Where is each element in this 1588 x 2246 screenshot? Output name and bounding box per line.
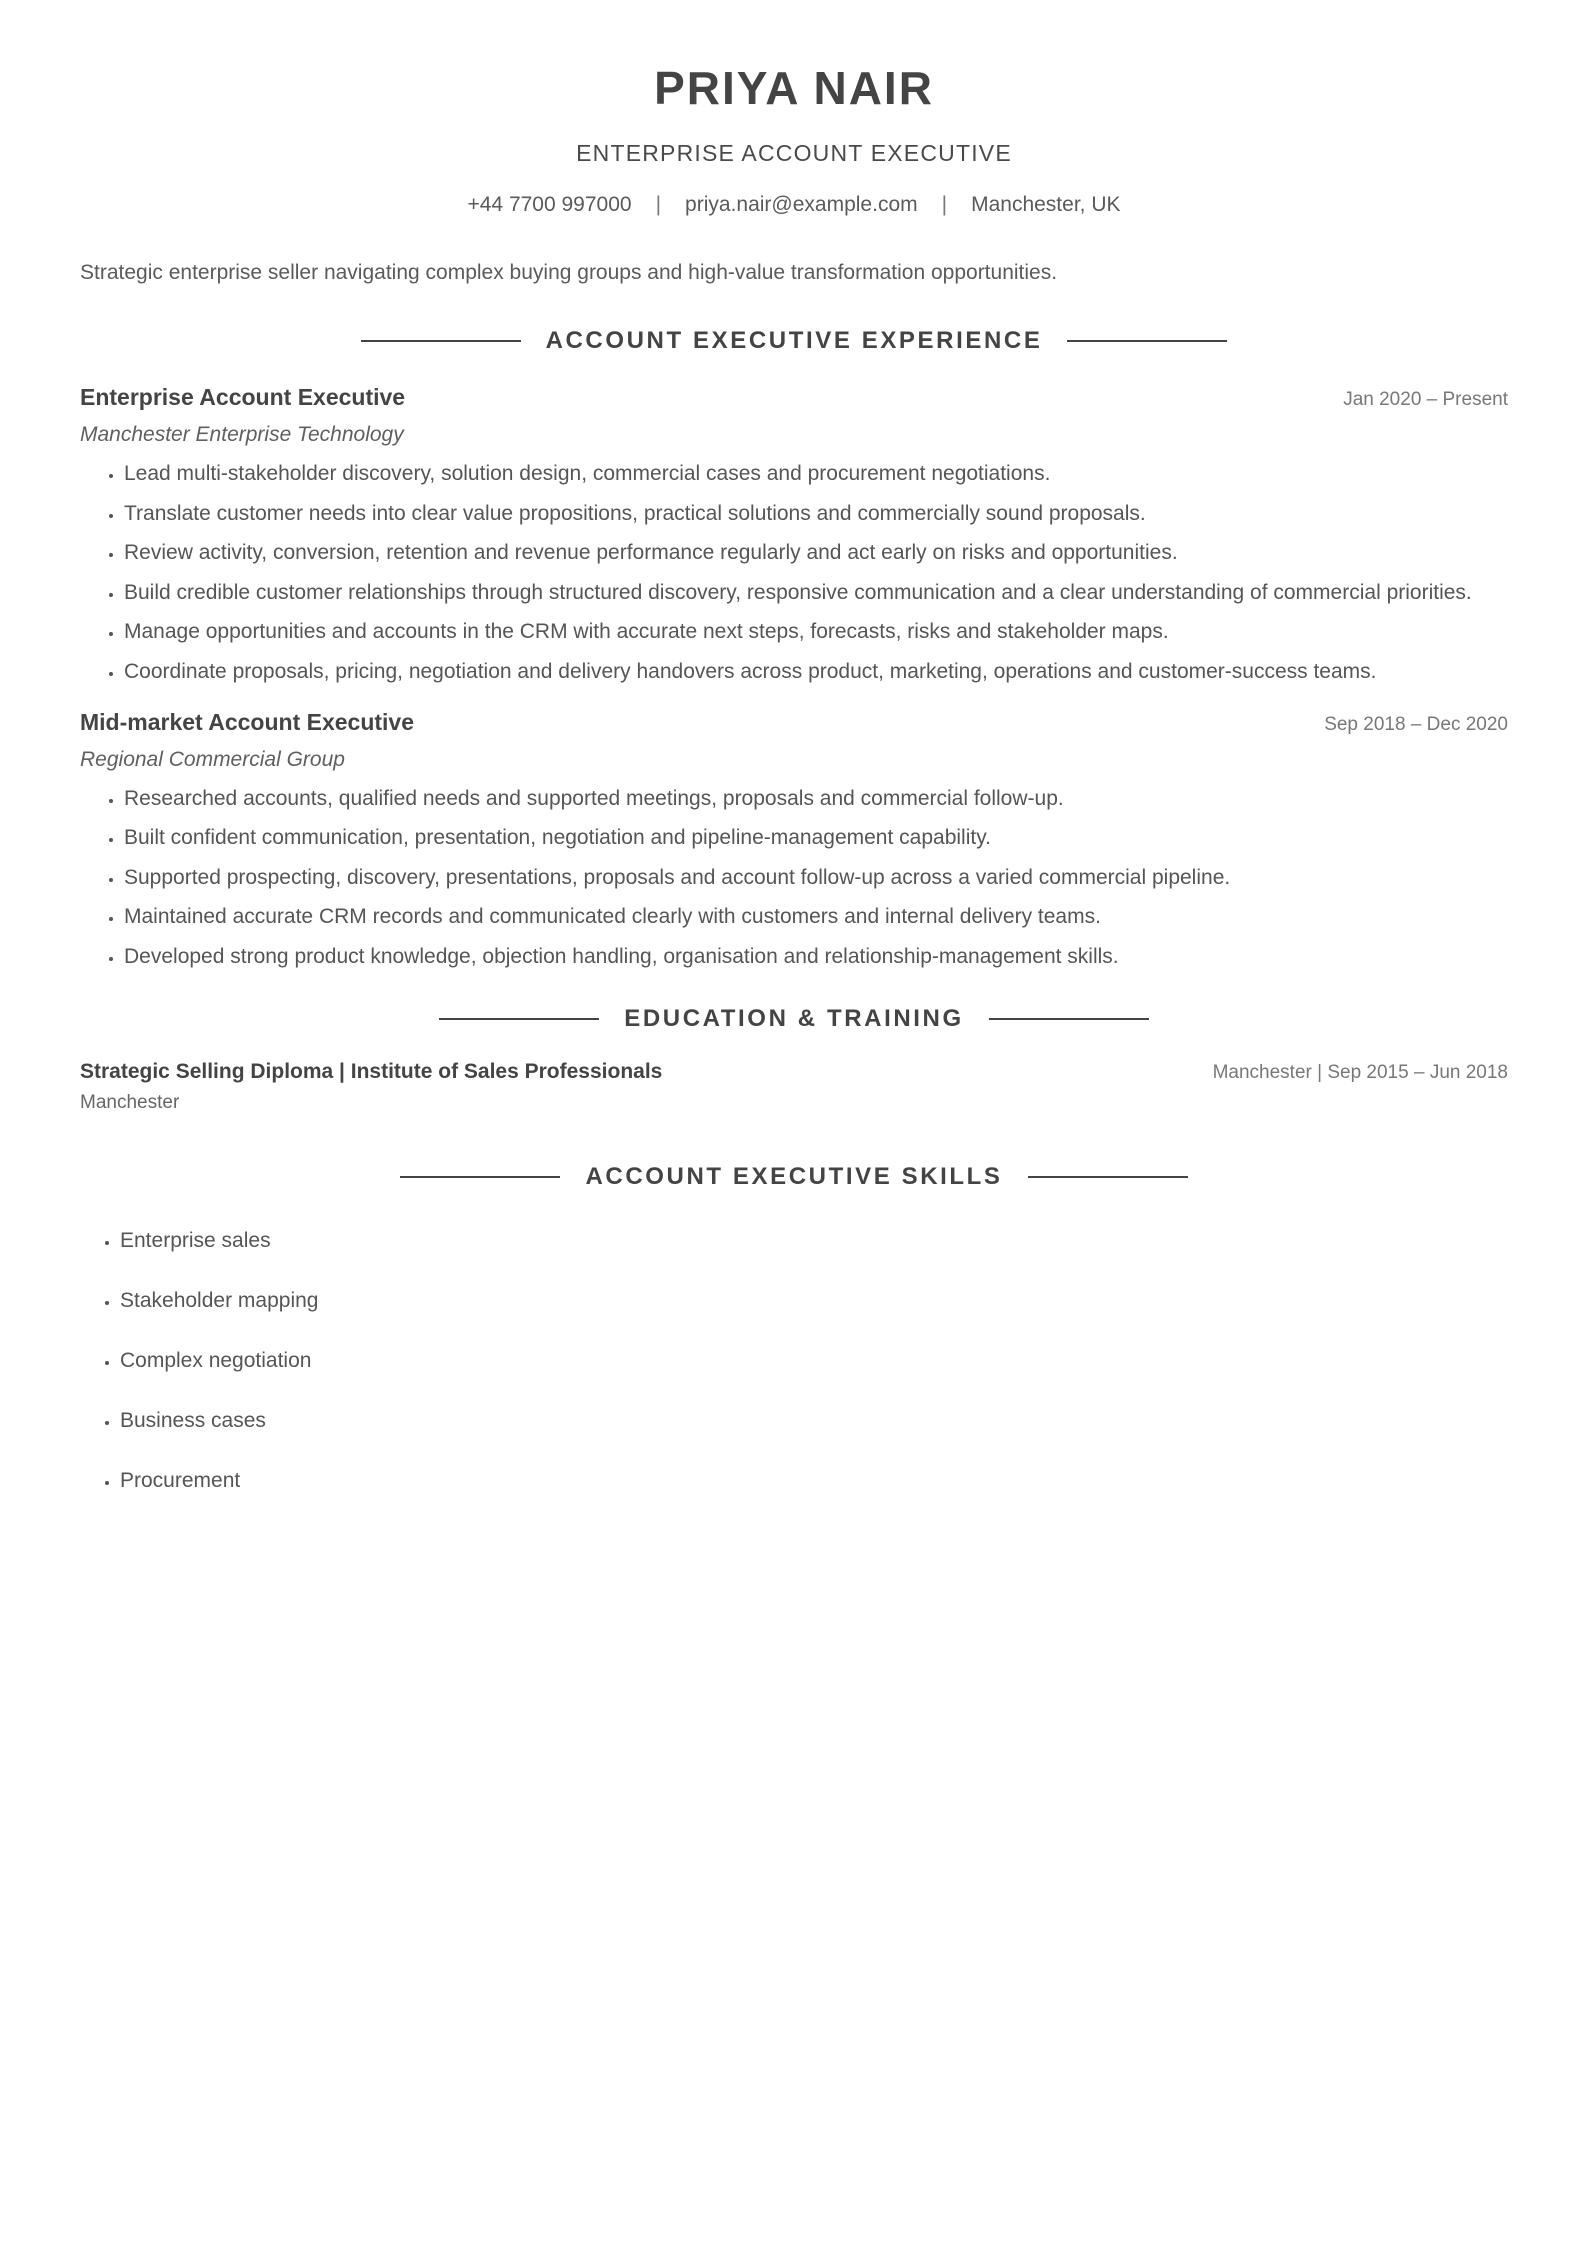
heading-rule-left: [400, 1176, 560, 1178]
job-title: Mid-market Account Executive: [80, 708, 415, 735]
candidate-role: ENTERPRISE ACCOUNT EXECUTIVE: [576, 140, 1012, 166]
job-header: [80, 707, 1508, 737]
job-title: Enterprise Account Executive: [80, 384, 406, 410]
heading-rule-right: [1028, 1176, 1188, 1178]
bullet-item: • Built confident communication, presentation, negotiation and pipeline-management capability.: [124, 822, 1508, 853]
education-meta: Manchester | Sep 2015 – Jun 2018: [1212, 1061, 1508, 1083]
job-date: Jan 2020 – Present: [1343, 389, 1508, 410]
contact-separator: |: [655, 193, 662, 216]
experience-heading-text: ACCOUNT EXECUTIVE EXPERIENCE: [545, 327, 1043, 354]
bullet-item: • Lead multi-stakeholder discovery, solution design, commercial cases and procurement negotiations.: [124, 458, 1508, 489]
bullet-item: • Translate customer needs into clear value propositions, practical solutions and commercially sound proposals.: [124, 498, 1508, 529]
job-date: Sep 2018 – Dec 2020: [1324, 713, 1508, 735]
skill-item: • Enterprise sales: [120, 1226, 1508, 1256]
education-location: Manchester: [80, 1091, 180, 1113]
contact-separator: |: [941, 193, 948, 216]
heading-rule-right: [989, 1018, 1149, 1020]
bullet-item: • Coordinate proposals, pricing, negotiation and delivery handovers across product, marketing, operations and customer-success teams.: [124, 656, 1508, 687]
bullet-item: • Manage opportunities and accounts in the CRM with accurate next steps, forecasts, risks and stakeholder maps.: [124, 616, 1508, 647]
email-address: priya.nair@example.com: [685, 193, 918, 216]
education-title: Strategic Selling Diploma | Institute of Sales Professionals: [80, 1059, 663, 1083]
education-heading-text: EDUCATION & TRAINING: [624, 1004, 964, 1032]
heading-rule-left: [361, 340, 521, 342]
skills-section-heading: [80, 1162, 1508, 1192]
skill-item: • Complex negotiation: [120, 1346, 1508, 1376]
summary: Strategic enterprise seller navigating complex buying groups and high-value transformation opportunities.: [80, 261, 1058, 284]
skill-item: • Business cases: [120, 1406, 1508, 1436]
bullet-item: • Review activity, conversion, retention and revenue performance regularly and act early on risks and opportunities.: [124, 537, 1508, 568]
job-entry: [80, 382, 1508, 687]
job-bullets: [80, 783, 1508, 972]
job-company: Regional Commercial Group: [80, 747, 345, 771]
job-entry: [80, 707, 1508, 972]
bullet-item: • Build credible customer relationships through structured discovery, responsive communication and a clear understanding of commercial priorities.: [124, 577, 1508, 608]
bullet-item: • Researched accounts, qualified needs and supported meetings, proposals and commercial follow-up.: [124, 783, 1508, 814]
experience-section-heading: [80, 326, 1508, 356]
heading-rule-right: [1067, 340, 1227, 342]
bullet-item: • Developed strong product knowledge, objection handling, organisation and relationship-management skills.: [124, 941, 1508, 972]
skills-list: [80, 1226, 1508, 1496]
candidate-name: PRIYA NAIR: [654, 62, 934, 114]
skills-heading-text: ACCOUNT EXECUTIVE SKILLS: [585, 1162, 1003, 1190]
location: Manchester, UK: [971, 193, 1121, 216]
job-header: [80, 382, 1508, 412]
education-section-heading: [80, 1004, 1508, 1034]
contact-line: [80, 190, 1508, 220]
heading-rule-left: [439, 1018, 599, 1020]
phone-number: +44 7700 997000: [467, 193, 632, 216]
job-bullets: [80, 458, 1508, 687]
bullet-item: • Maintained accurate CRM records and communicated clearly with customers and internal delivery teams.: [124, 901, 1508, 932]
skill-item: • Procurement: [120, 1466, 1508, 1496]
bullet-item: • Supported prospecting, discovery, presentations, proposals and account follow-up across a varied commercial pipeline.: [124, 862, 1508, 893]
education-header: [80, 1058, 1508, 1086]
education-entry: [80, 1058, 1508, 1116]
job-company: Manchester Enterprise Technology: [80, 423, 404, 446]
skill-item: • Stakeholder mapping: [120, 1286, 1508, 1316]
